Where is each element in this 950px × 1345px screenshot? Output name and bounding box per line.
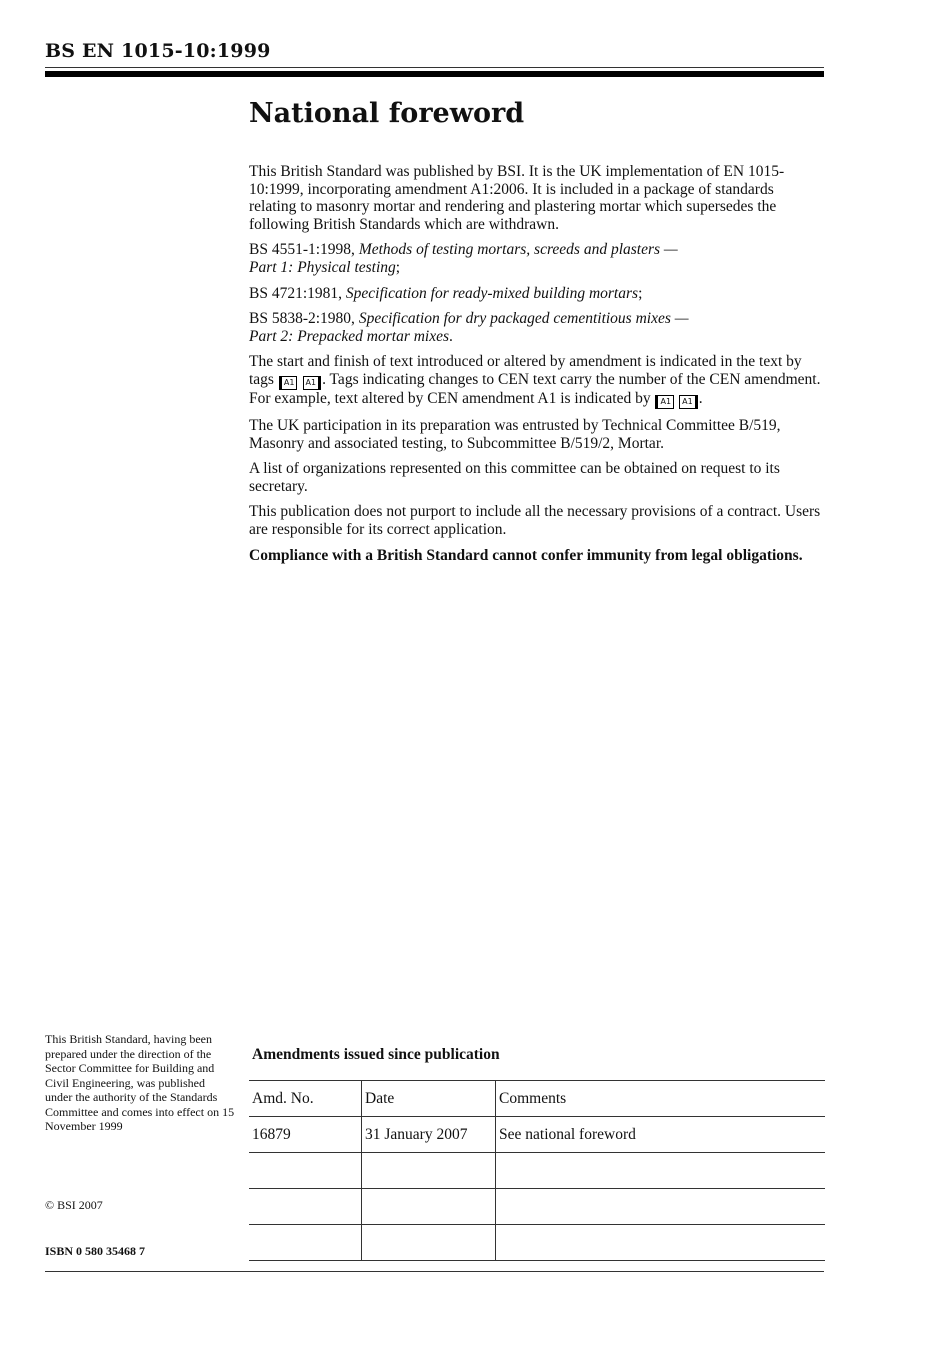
amd-no-cell: 16879: [249, 1117, 362, 1153]
copyright: © BSI 2007: [45, 1198, 103, 1212]
committee-paragraph: The UK participation in its preparation was entrusted by Technical Committee B/519, Masonry and associated testing, to Subcommittee B/519/2, Mortar.: [249, 416, 781, 452]
compliance-statement: Compliance with a British Standard cannot confer immunity from legal obligations.: [249, 546, 803, 564]
footer-rule: [45, 1271, 824, 1272]
amendment-tags-paragraph: The start and finish of text introduced or altered by amendment is indicated in the text by tags A1 A1 . Tags indicating changes to CEN text carry the number of the CEN amendment. For example, text altered by CEN amendment A1 is indicated by A1 A1 .: [249, 353, 821, 407]
table-row: [249, 1189, 825, 1225]
column-header-date: Date: [362, 1081, 496, 1117]
table-row: [249, 1225, 825, 1261]
foreword-body: [249, 163, 824, 572]
amendments-table: [249, 1080, 825, 1261]
provisions-paragraph: This publication does not purport to include all the necessary provisions of a contract. Users are responsible for its correct application.: [249, 503, 821, 538]
date-cell: 31 January 2007: [362, 1117, 496, 1153]
amendment-end-tag-icon: A1: [679, 395, 698, 409]
publication-note: This British Standard, having been prepared under the direction of the Sector Committee for Building and Civil Engineering, was published under the authority of the Standards Committee and comes into effect on 15 November 1999: [45, 1032, 235, 1133]
date-cell: [362, 1153, 496, 1189]
amendment-start-tag-icon: A1: [279, 376, 298, 390]
amd-no-cell: [249, 1153, 362, 1189]
isbn: ISBN 0 580 35468 7: [45, 1244, 146, 1258]
document-id: BS EN 1015-10:1999: [45, 40, 271, 62]
superseded-standard-2: BS 4721:1981, Specification for ready-mixed building mortars;: [249, 284, 643, 302]
amendment-start-tag-icon: A1: [655, 395, 674, 409]
column-header-comments: Comments: [496, 1081, 826, 1117]
superseded-standard-1: BS 4551-1:1998, Methods of testing mortars, screeds and plasters — Part 1: Physical testing;: [249, 241, 678, 276]
page-title: National foreword: [249, 98, 525, 129]
header-rule-thick: [45, 71, 824, 77]
superseded-standard-3: BS 5838-2:1980, Specification for dry packaged cementitious mixes — Part 2: Prepacked mortar mixes.: [249, 310, 689, 345]
header-rule-thin: [45, 67, 824, 68]
amendment-end-tag-icon: A1: [303, 376, 322, 390]
table-row: [249, 1153, 825, 1189]
amd-no-cell: [249, 1189, 362, 1225]
comments-cell: [496, 1225, 826, 1261]
comments-cell: [496, 1189, 826, 1225]
amd-no-cell: [249, 1225, 362, 1261]
date-cell: [362, 1225, 496, 1261]
date-cell: [362, 1189, 496, 1225]
amendments-heading: Amendments issued since publication: [252, 1046, 500, 1063]
comments-cell: [496, 1153, 826, 1189]
intro-paragraph: This British Standard was published by BSI. It is the UK implementation of EN 1015-10:1999, incorporating amendment A1:2006. It is included in a package of standards relating to masonry mortar and rendering and plastering mortar which supersedes the following British Standards which are withdrawn.: [249, 163, 785, 233]
table-header-row: [249, 1081, 825, 1117]
column-header-amd-no: Amd. No.: [249, 1081, 362, 1117]
table-row: [249, 1117, 825, 1153]
comments-cell: See national foreword: [496, 1117, 826, 1153]
organizations-paragraph: A list of organizations represented on this committee can be obtained on request to its secretary.: [249, 460, 780, 495]
